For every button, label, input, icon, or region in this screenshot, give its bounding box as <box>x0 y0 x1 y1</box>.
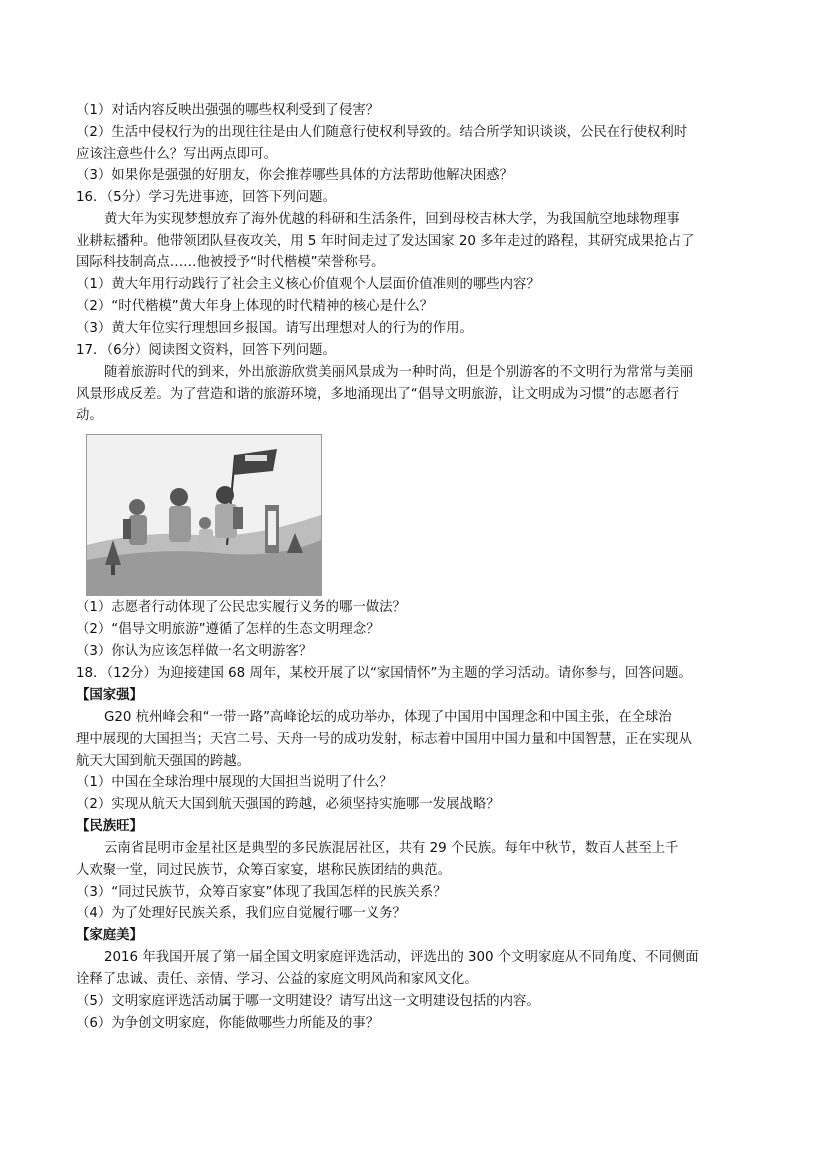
q18-nation-passage-line3: 航天大国到航天强国的跨越。 <box>76 754 251 769</box>
q18-family-passage-line1: 2016 年我国开展了第一届全国文明家庭评选活动，评选出的 300 个文明家庭从不同角度、不同侧面 <box>104 950 699 965</box>
q18-nation-passage-line1: G20 杭州峰会和“一带一路”高峰论坛的成功举办，体现了中国用中国理念和中国主张，在全球治 <box>104 710 672 725</box>
q18-nation-passage-line2: 理中展现的大国担当；天宫二号、天舟一号的成功发射，标志着中国用中国力量和中国智慧，正在实现从 <box>76 732 692 747</box>
q18-ethnic-passage-line2: 人欢聚一堂，同过民族节，众筹百家宴，堪称民族团结的典范。 <box>76 863 451 878</box>
q18-sub4: （4）为了处理好民族关系，我们应自觉履行哪一义务？ <box>76 906 406 921</box>
q16-heading: 16．（5分）学习先进事迹，回答下列问题。 <box>76 190 336 205</box>
q16-sub2: （2）“时代楷模”黄大年身上体现的时代精神的核心是什么？ <box>76 299 434 314</box>
section-ethnic-prosper: 【民族旺】 <box>76 819 143 834</box>
q18-family-passage-line2: 诠释了忠诚、责任、亲情、学习、公益的家庭文明风尚和家风文化。 <box>76 972 478 987</box>
q15-sub2-cont: 应该注意些什么？写出两点即可。 <box>76 147 277 162</box>
volunteers-illustration <box>86 434 322 596</box>
q18-sub6: （6）为争创文明家庭，你能做哪些力所能及的事？ <box>76 1016 380 1031</box>
q18-sub2: （2）实现从航天大国到航天强国的跨越，必须坚持实施哪一发展战略？ <box>76 797 500 812</box>
q16-sub3: （3）黄大年位实行理想回乡报国。请写出理想对人的行为的作用。 <box>76 321 473 336</box>
q18-heading: 18．（12分）为迎接建国 68 周年，某校开展了以“家国情怀”为主题的学习活动。请你参与，回答问题。 <box>76 666 692 681</box>
q18-sub1: （1）中国在全球治理中展现的大国担当说明了什么？ <box>76 775 393 790</box>
q15-sub3: （3）如果你是强强的好朋友，你会推荐哪些具体的方法帮助他解决困惑？ <box>76 168 514 183</box>
q17-heading: 17．（6分）阅读图文资料，回答下列问题。 <box>76 343 336 358</box>
q16-passage-line3: 国际科技制高点……他被授予“时代楷模”荣誉称号。 <box>76 255 385 270</box>
q18-sub3: （3）“同过民族节，众筹百家宴”体现了我国怎样的民族关系？ <box>76 885 447 900</box>
q17-passage-line1: 随着旅游时代的到来，外出旅游欣赏美丽风景成为一种时尚，但是个别游客的不文明行为常常与美丽 <box>104 365 694 380</box>
section-family-beauty: 【家庭美】 <box>76 928 143 943</box>
q15-sub2: （2）生活中侵权行为的出现往往是由人们随意行使权利导致的。结合所学知识谈谈，公民在行使权利时 <box>76 125 688 140</box>
section-nation-strong: 【国家强】 <box>76 688 143 703</box>
q17-passage-line3: 动。 <box>76 408 103 423</box>
q16-passage-line2: 业耕耘播种。他带领团队昼夜攻关，用 5 年时间走过了发达国家 20 多年走过的路程，其研究成果抢占了 <box>76 234 695 249</box>
q18-sub5: （5）文明家庭评选活动属于哪一文明建设？请写出这一文明建设包括的内容。 <box>76 994 540 1009</box>
q17-sub1: （1）志愿者行动体现了公民忠实履行义务的哪一做法？ <box>76 600 406 615</box>
q17-passage-line2: 风景形成反差。为了营造和谐的旅游环境，多地涌现出了“倡导文明旅游，让文明成为习惯”的志愿者行 <box>76 387 680 402</box>
q18-ethnic-passage-line1: 云南省昆明市金星社区是典型的多民族混居社区，共有 29 个民族。每年中秋节，数百人甚至上千 <box>104 841 679 856</box>
q16-sub1: （1）黄大年用行动践行了社会主义核心价值观个人层面价值准则的哪些内容？ <box>76 277 540 292</box>
volunteers-with-flag-icon <box>87 435 321 595</box>
q17-sub2: （2）“倡导文明旅游”遵循了怎样的生态文明理念？ <box>76 622 380 637</box>
q15-sub1: （1）对话内容反映出强强的哪些权利受到了侵害？ <box>76 103 380 118</box>
q17-sub3: （3）你认为应该怎样做一名文明游客？ <box>76 644 313 659</box>
q16-passage-line1: 黄大年为实现梦想放弃了海外优越的科研和生活条件，回到母校吉林大学，为我国航空地球物理事 <box>104 212 680 227</box>
